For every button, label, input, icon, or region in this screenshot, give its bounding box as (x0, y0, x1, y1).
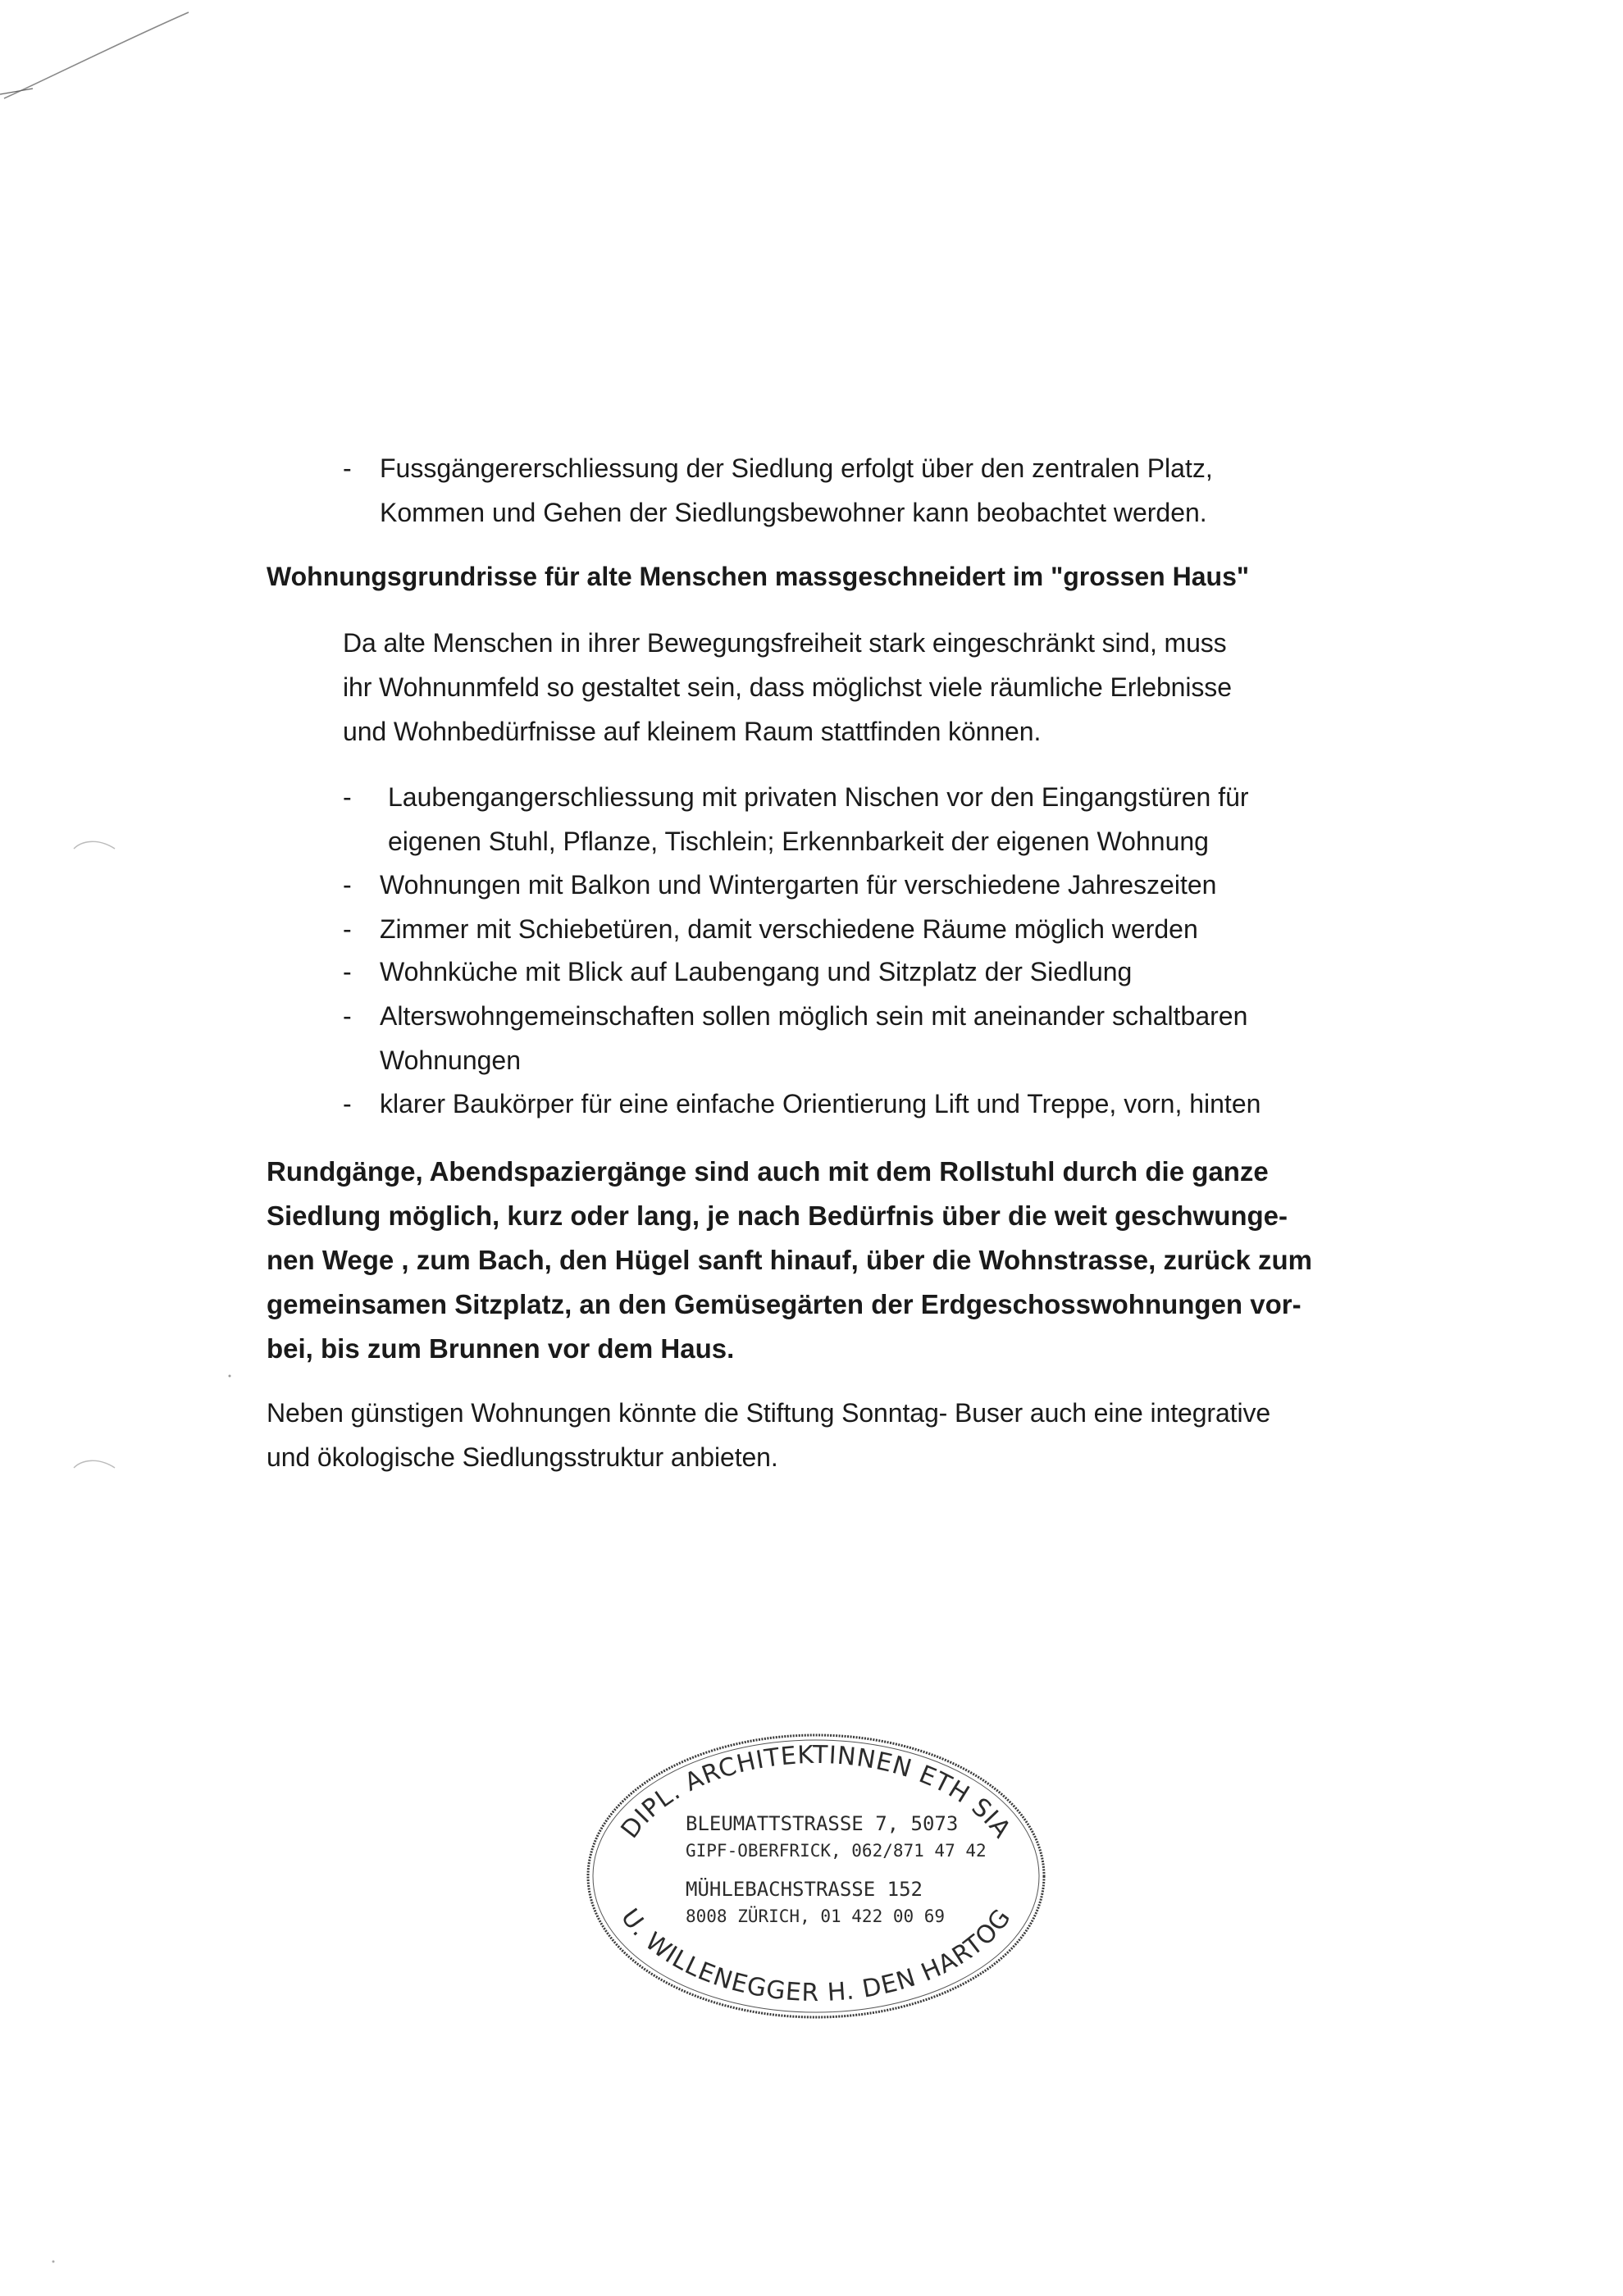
stamp-bottom-arc: U. WILLENEGGER H. DEN HARTOG (614, 1903, 1018, 2008)
stamp-top-arc: DIPL. ARCHITEKTINNEN ETH SIA (615, 1740, 1017, 1844)
stamp-address2-city: 8008 ZÜRICH, 01 422 00 69 (686, 1906, 946, 1926)
intro-item-text: Fussgängererschliessung der Siedlung erfolgt über den zentralen Platz, Kommen und Gehen der Siedlungsbewohner kann beobachtet werden. (380, 453, 1213, 527)
list-item: Zimmer mit Schiebetüren, damit verschiedene Räume möglich werden (380, 914, 1198, 944)
stamp-address1-city: GIPF-OBERFRICK, 062/871 47 42 (686, 1841, 987, 1861)
stamp-address2-street: MÜHLEBACHSTRASSE 152 (686, 1878, 923, 1901)
list-item-marker: - (343, 870, 352, 900)
stamp-graphic (574, 1722, 1058, 2025)
list-item-marker: - (343, 914, 352, 944)
section-heading: Wohnungsgrundrisse für alte Menschen massgeschneidert im "grossen Haus" (267, 562, 1250, 591)
stamp-address1-street: BLEUMATTSTRASSE 7, 5073 (686, 1812, 959, 1835)
bold-paragraph: Rundgänge, Abendspaziergänge sind auch mit dem Rollstuhl durch die ganze Siedlung möglich, kurz oder lang, je nach Bedürfnis über die weit geschwunge- nen Wege , zum Bach, den Hügel sanft hinauf, über die Wohnstrasse, zurück zum gemeinsamen Sitzplatz, an den Gemüsegärten der Erdgeschosswohnungen vor- bei, bis zum Brunnen vor dem Haus. (267, 1156, 1312, 1364)
closing-paragraph: Neben günstigen Wohnungen könnte die Stiftung Sonntag- Buser auch eine integrative und ökologische Siedlungsstruktur anbieten. (267, 1398, 1271, 1472)
list-item-marker: - (343, 782, 352, 812)
section-paragraph: Da alte Menschen in ihrer Bewegungsfreiheit stark eingeschränkt sind, muss ihr Wohnunmfeld so gestaltet sein, dass möglichst viele räumliche Erlebnisse und Wohnbedürfnisse auf kleinem Raum stattfinden können. (343, 628, 1232, 746)
list-item-marker: - (343, 1001, 352, 1031)
list-item: Wohnküche mit Blick auf Laubengang und Sitzplatz der Siedlung (380, 957, 1133, 986)
list-item: Alterswohngemeinschaften sollen möglich sein mit aneinander schaltbaren Wohnungen (380, 1001, 1248, 1075)
list-item-marker: - (343, 957, 352, 986)
list-item: klarer Baukörper für eine einfache Orientierung Lift und Treppe, vorn, hinten (380, 1089, 1261, 1118)
list-item: Wohnungen mit Balkon und Wintergarten für verschiedene Jahreszeiten (380, 870, 1217, 900)
list-item-marker: - (343, 1089, 352, 1118)
list-item: Laubengangerschliessung mit privaten Nischen vor den Eingangstüren für eigenen Stuhl, Pflanze, Tischlein; Erkennbarkeit der eigenen Wohnung (388, 782, 1249, 856)
intro-item-marker: - (343, 453, 352, 483)
architect-stamp (574, 1722, 1058, 2025)
